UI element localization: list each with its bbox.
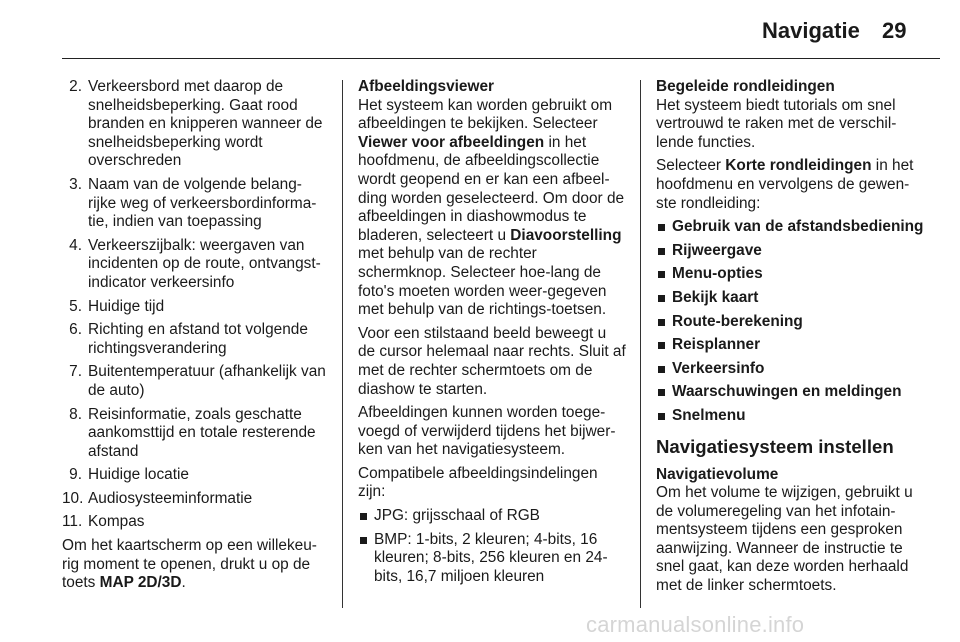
- item-text: Naam van de volgende belang-rijke weg of verkeersbordinforma-tie, indien van toepassing: [88, 175, 317, 231]
- guided-tours-intro: Het systeem biedt tutorials om snel vertrouwd te raken met de verschil-lende functies.: [656, 96, 897, 151]
- item-number: 5.: [69, 297, 82, 315]
- nav-setup-title: Navigatiesysteem instellen: [656, 435, 894, 457]
- item-number: 9.: [69, 466, 82, 484]
- bullet-square-icon: [658, 342, 665, 349]
- bullet-square-icon: [360, 513, 367, 520]
- list-item: [62, 176, 326, 232]
- item-text: Huidige locatie: [88, 466, 189, 484]
- item-number: 6.: [69, 321, 82, 339]
- list-item: Rijweergave: [656, 242, 924, 261]
- list-item: [62, 321, 326, 358]
- item-number: 2.: [69, 78, 82, 95]
- list-item: Snelmenu: [656, 407, 924, 426]
- list-item: [62, 466, 326, 485]
- column-middle: [358, 78, 626, 591]
- column-divider-1: [342, 80, 343, 608]
- list-item: BMP: 1-bits, 2 kleuren; 4-bits, 16 kleuren; 8-bits, 256 kleuren en 24-bits, 16,7 miljoen kleuren: [358, 531, 626, 587]
- header-rule: [62, 58, 940, 59]
- list-item: [62, 298, 326, 317]
- column-left: [62, 78, 326, 598]
- column-right: [656, 78, 924, 601]
- item-text: Verkeersbord met daarop de snelheidsbeperking. Gaat rood branden en knipperen wanneer de snelheidsbeperking wordt overschreden: [88, 78, 323, 170]
- nav-volume-paragraph: Om het volume te wijzigen, gebruikt u de volumeregeling van het infotain-mentsysteem tijdens een gesproken aanwijzing. Wanneer de instructie te snel gaat, kan deze worden herhaald met de linker schermtoets.: [656, 484, 913, 595]
- image-viewer-paragraph: Het systeem kan worden gebruikt om afbeeldingen te bekijken. Selecteer Viewer voor afbeeldingen in het hoofdmenu, de afbeeldingscollectie wordt geopend en er kan een afbeel-ding worden geselecteerd. Om door de afbeeldingen in diashowmodus te bladeren, selecteert u Diavoorstelling met behulp van de rechter schermknop. Selecteer hoe-lang de foto's moeten worden weer-gegeven met behulp van de richtings-toetsen.: [358, 96, 625, 319]
- still-image-paragraph: Voor een stilstaand beeld beweegt u de cursor helemaal naar rechts. Sluit af met de rechter schermtoets om de diashow te starten.: [358, 324, 626, 398]
- list-item: Gebruik van de afstandsbediening: [656, 218, 924, 237]
- formats-intro: Compatibele afbeeldingsindelingen zijn:: [358, 464, 598, 501]
- list-item: [62, 406, 326, 462]
- list-item: [62, 363, 326, 400]
- formats-list: [358, 507, 626, 586]
- item-text: Richting en afstand tot volgende richtingsverandering: [88, 321, 308, 357]
- slideshow-menu-item: Diavoorstelling: [510, 226, 622, 244]
- item-text: Huidige tijd: [88, 297, 165, 315]
- bullet-square-icon: [658, 248, 665, 255]
- item-number: 11.: [62, 513, 83, 531]
- bullet-square-icon: [658, 295, 665, 302]
- list-item: [62, 490, 326, 509]
- list-item: [62, 513, 326, 532]
- bullet-square-icon: [658, 224, 665, 231]
- item-number: 7.: [69, 363, 82, 381]
- item-text: Kompas: [88, 513, 145, 531]
- column-divider-2: [640, 80, 641, 608]
- list-item: Verkeersinfo: [656, 360, 924, 379]
- bullet-square-icon: [658, 271, 665, 278]
- bullet-square-icon: [360, 537, 367, 544]
- guided-tours-heading: Begeleide rondleidingen: [656, 78, 835, 95]
- map-2d3d-key: MAP 2D/3D: [99, 574, 182, 592]
- bullet-square-icon: [658, 413, 665, 420]
- item-number: 3.: [69, 175, 82, 193]
- page-number: 29: [882, 18, 907, 43]
- watermark: carmanualsonline.info: [586, 612, 805, 637]
- add-remove-paragraph: Afbeeldingen kunnen worden toege-voegd of verwijderd tijdens het bijwer-ken van het navigatiesysteem.: [358, 404, 616, 459]
- item-text: Reisinformatie, zoals geschatte aankomsttijd en totale resterende afstand: [88, 405, 316, 460]
- item-number: 10.: [62, 489, 84, 507]
- guided-tours-select: Selecteer Korte rondleidingen in het hoofdmenu en vervolgens de gewen-ste rondleiding:: [656, 157, 914, 212]
- list-item: JPG: grijsschaal of RGB: [358, 507, 626, 526]
- map-screen-paragraph: Om het kaartscherm op een willekeu-rig moment te openen, drukt u op de toets MAP 2D/3D.: [62, 537, 317, 592]
- list-item: [62, 237, 326, 293]
- bullet-square-icon: [658, 366, 665, 373]
- item-text: Verkeerszijbalk: weergaven van incidenten op de route, ontvangst-indicator verkeersinfo: [88, 236, 321, 291]
- page-title: Navigatie: [762, 18, 860, 43]
- image-viewer-heading: Afbeeldingsviewer: [358, 78, 494, 95]
- short-tours-menu-item: Korte rondleidingen: [725, 157, 872, 175]
- list-item: [62, 78, 326, 171]
- bullet-square-icon: [658, 319, 665, 326]
- page-header: [0, 0, 960, 62]
- nav-volume-heading: Navigatievolume: [656, 465, 779, 483]
- viewer-menu-item: Viewer voor afbeeldingen: [358, 133, 545, 151]
- list-item: Reisplanner: [656, 336, 924, 355]
- item-number: 4.: [69, 236, 82, 254]
- item-text: Buitentemperatuur (afhankelijk van de auto): [88, 363, 326, 399]
- tours-list: [656, 218, 924, 425]
- list-item: Route-berekening: [656, 313, 924, 332]
- list-item: Bekijk kaart: [656, 289, 924, 308]
- list-item: Menu-opties: [656, 265, 924, 284]
- item-text: Audiosysteeminformatie: [88, 489, 253, 507]
- legend-list: [62, 78, 326, 532]
- bullet-square-icon: [658, 389, 665, 396]
- list-item: Waarschuwingen en meldingen: [656, 383, 924, 402]
- item-number: 8.: [69, 405, 82, 423]
